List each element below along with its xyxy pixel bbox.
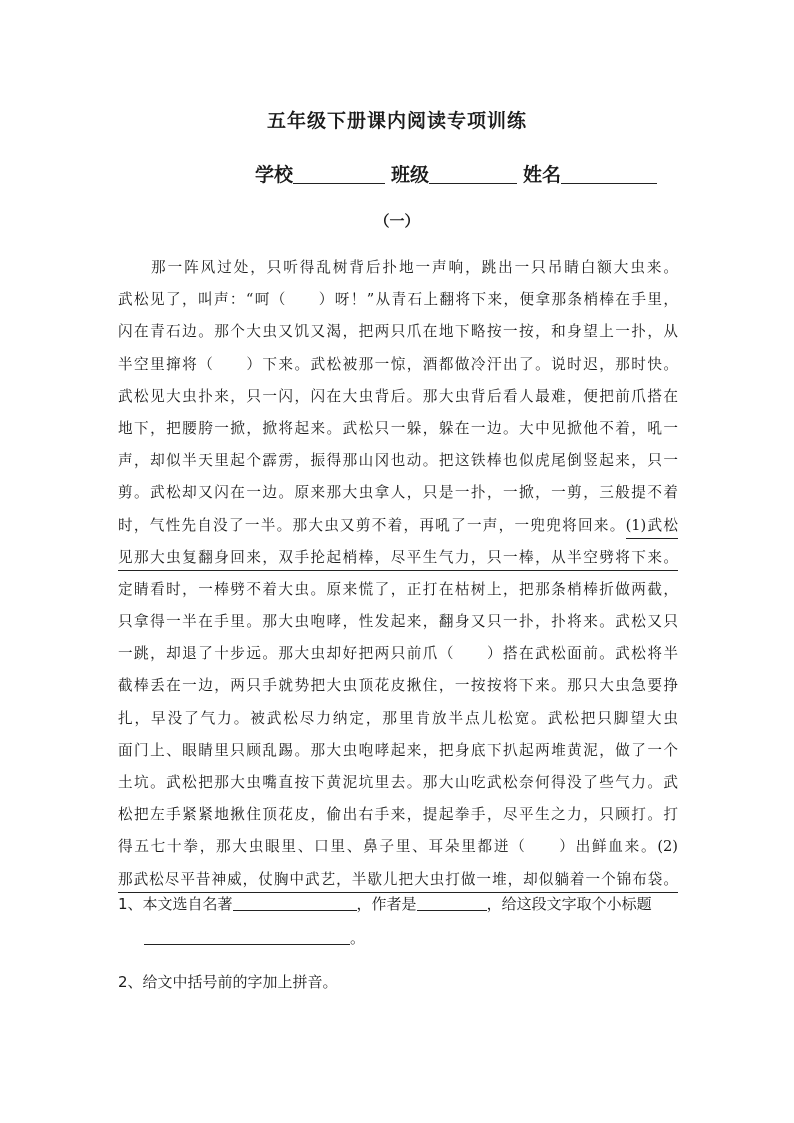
passage-line: 武松见了，叫声：“呵（ ）呀！”从青石上翻将下来，便拿那条梢棒在手里， <box>118 291 678 309</box>
student-info-line <box>255 160 663 187</box>
underlined-sentence-1-start: 武松 <box>646 517 678 539</box>
passage-line: 闪在青石边。那个大虫又饥又渴，把两只爪在地下略按一按，和身望上一扑，从 <box>118 323 678 341</box>
passage-line: 得五七十拳，那大虫眼里、口里、鼻子里、耳朵里都迸（ ）出鲜血来。(2) <box>118 838 678 856</box>
question-1-text-c: ，给这段文字取个小标题 <box>486 895 652 913</box>
underline-marker-1: (1) <box>626 517 647 539</box>
passage-line: 剪。武松却又闪在一边。原来那大虫拿人，只是一扑，一掀，一剪，三般提不着 <box>118 484 678 502</box>
question-2: 2、给文中括号前的字加上拼音。 <box>118 973 338 991</box>
underlined-sentence-1: 见那大虫复翻身回来，双手抡起梢棒，尽平生气力，只一棒，从半空劈将下来。 <box>118 549 678 571</box>
passage-line: 只拿得一半在手里。那大虫咆哮，性发起来，翻身又只一扑，扑将来。武松又只 <box>118 613 678 631</box>
passage-line: 地下，把腰胯一掀，掀将起来。武松只一躲，躲在一边。大中见掀他不着，吼一 <box>118 419 678 437</box>
reading-passage <box>118 252 678 896</box>
school-label: 学校 <box>255 164 294 186</box>
question-1-text-a: 1、本文选自名著 <box>118 895 233 913</box>
passage-line: 截棒丢在一边，两只手就势把大虫顶花皮揪住，一按按将下来。那只大虫急要挣 <box>118 677 678 695</box>
passage-line <box>118 542 678 574</box>
passage-line: 一跳，却退了十步远。那大虫却好把两只前爪（ ）搭在武松面前。武松将半 <box>118 645 678 663</box>
subtitle-blank[interactable] <box>144 928 350 945</box>
passage-line: 武松见大虫扑来，只一闪，闪在大虫背后。那大虫背后看人最难，便把前爪搭在 <box>118 387 678 405</box>
passage-line <box>118 864 678 896</box>
question-1-continued <box>144 927 365 948</box>
passage-line: 半空里撺将（ ）下来。武松被那一惊，酒都做冷汗出了。说时迟，那时快。 <box>118 355 678 373</box>
class-label: 班级 <box>391 164 430 186</box>
page-title: 五年级下册课内阅读专项训练 <box>266 110 527 132</box>
name-label: 姓名 <box>523 164 562 186</box>
question-1 <box>118 893 652 914</box>
passage-line: 松把左手紧紧地揪住顶花皮，偷出右手来，提起拳手，尽平生之力，只顾打。打 <box>118 806 678 824</box>
class-blank[interactable] <box>429 163 517 184</box>
passage-line: 扎，早没了气力。被武松尽力纳定，那里肯放半点儿松宽。武松把只脚望大虫 <box>118 709 678 727</box>
passage-line: 那一阵风过处，只听得乱树背后扑地一声响，跳出一只吊睛白额大虫来。 <box>118 259 678 276</box>
passage-line: 定睛看时，一棒劈不着大虫。原来慌了，正打在枯树上，把那条梢棒折做两截， <box>118 580 678 598</box>
underlined-sentence-2: 那武松尽平昔神威，仗胸中武艺，半歇儿把大虫打做一堆，却似躺着一个锦布袋。 <box>118 871 678 893</box>
section-heading: （一） <box>374 212 420 230</box>
school-blank[interactable] <box>293 163 385 184</box>
passage-text: 时，气性先自没了一半。那大虫又剪不着，再吼了一声，一兜兜将回来。 <box>118 516 626 534</box>
question-1-end: 。 <box>350 929 366 947</box>
passage-line: 声，却似半天里起个霹雳，振得那山冈也动。把这铁棒也似虎尾倒竖起来，只一 <box>118 452 678 470</box>
name-blank[interactable] <box>561 163 657 184</box>
book-title-blank[interactable] <box>233 894 357 911</box>
passage-line <box>118 510 678 542</box>
passage-line: 土坑。武松把那大虫嘴直按下黄泥坑里去。那大山吃武松奈何得没了些气力。武 <box>118 774 678 791</box>
passage-line: 面门上、眼睛里只顾乱踢。那大虫咆哮起来，把身底下扒起两堆黄泥，做了一个 <box>118 741 678 759</box>
question-1-text-b: ，作者是 <box>356 895 417 913</box>
author-blank[interactable] <box>417 894 487 911</box>
